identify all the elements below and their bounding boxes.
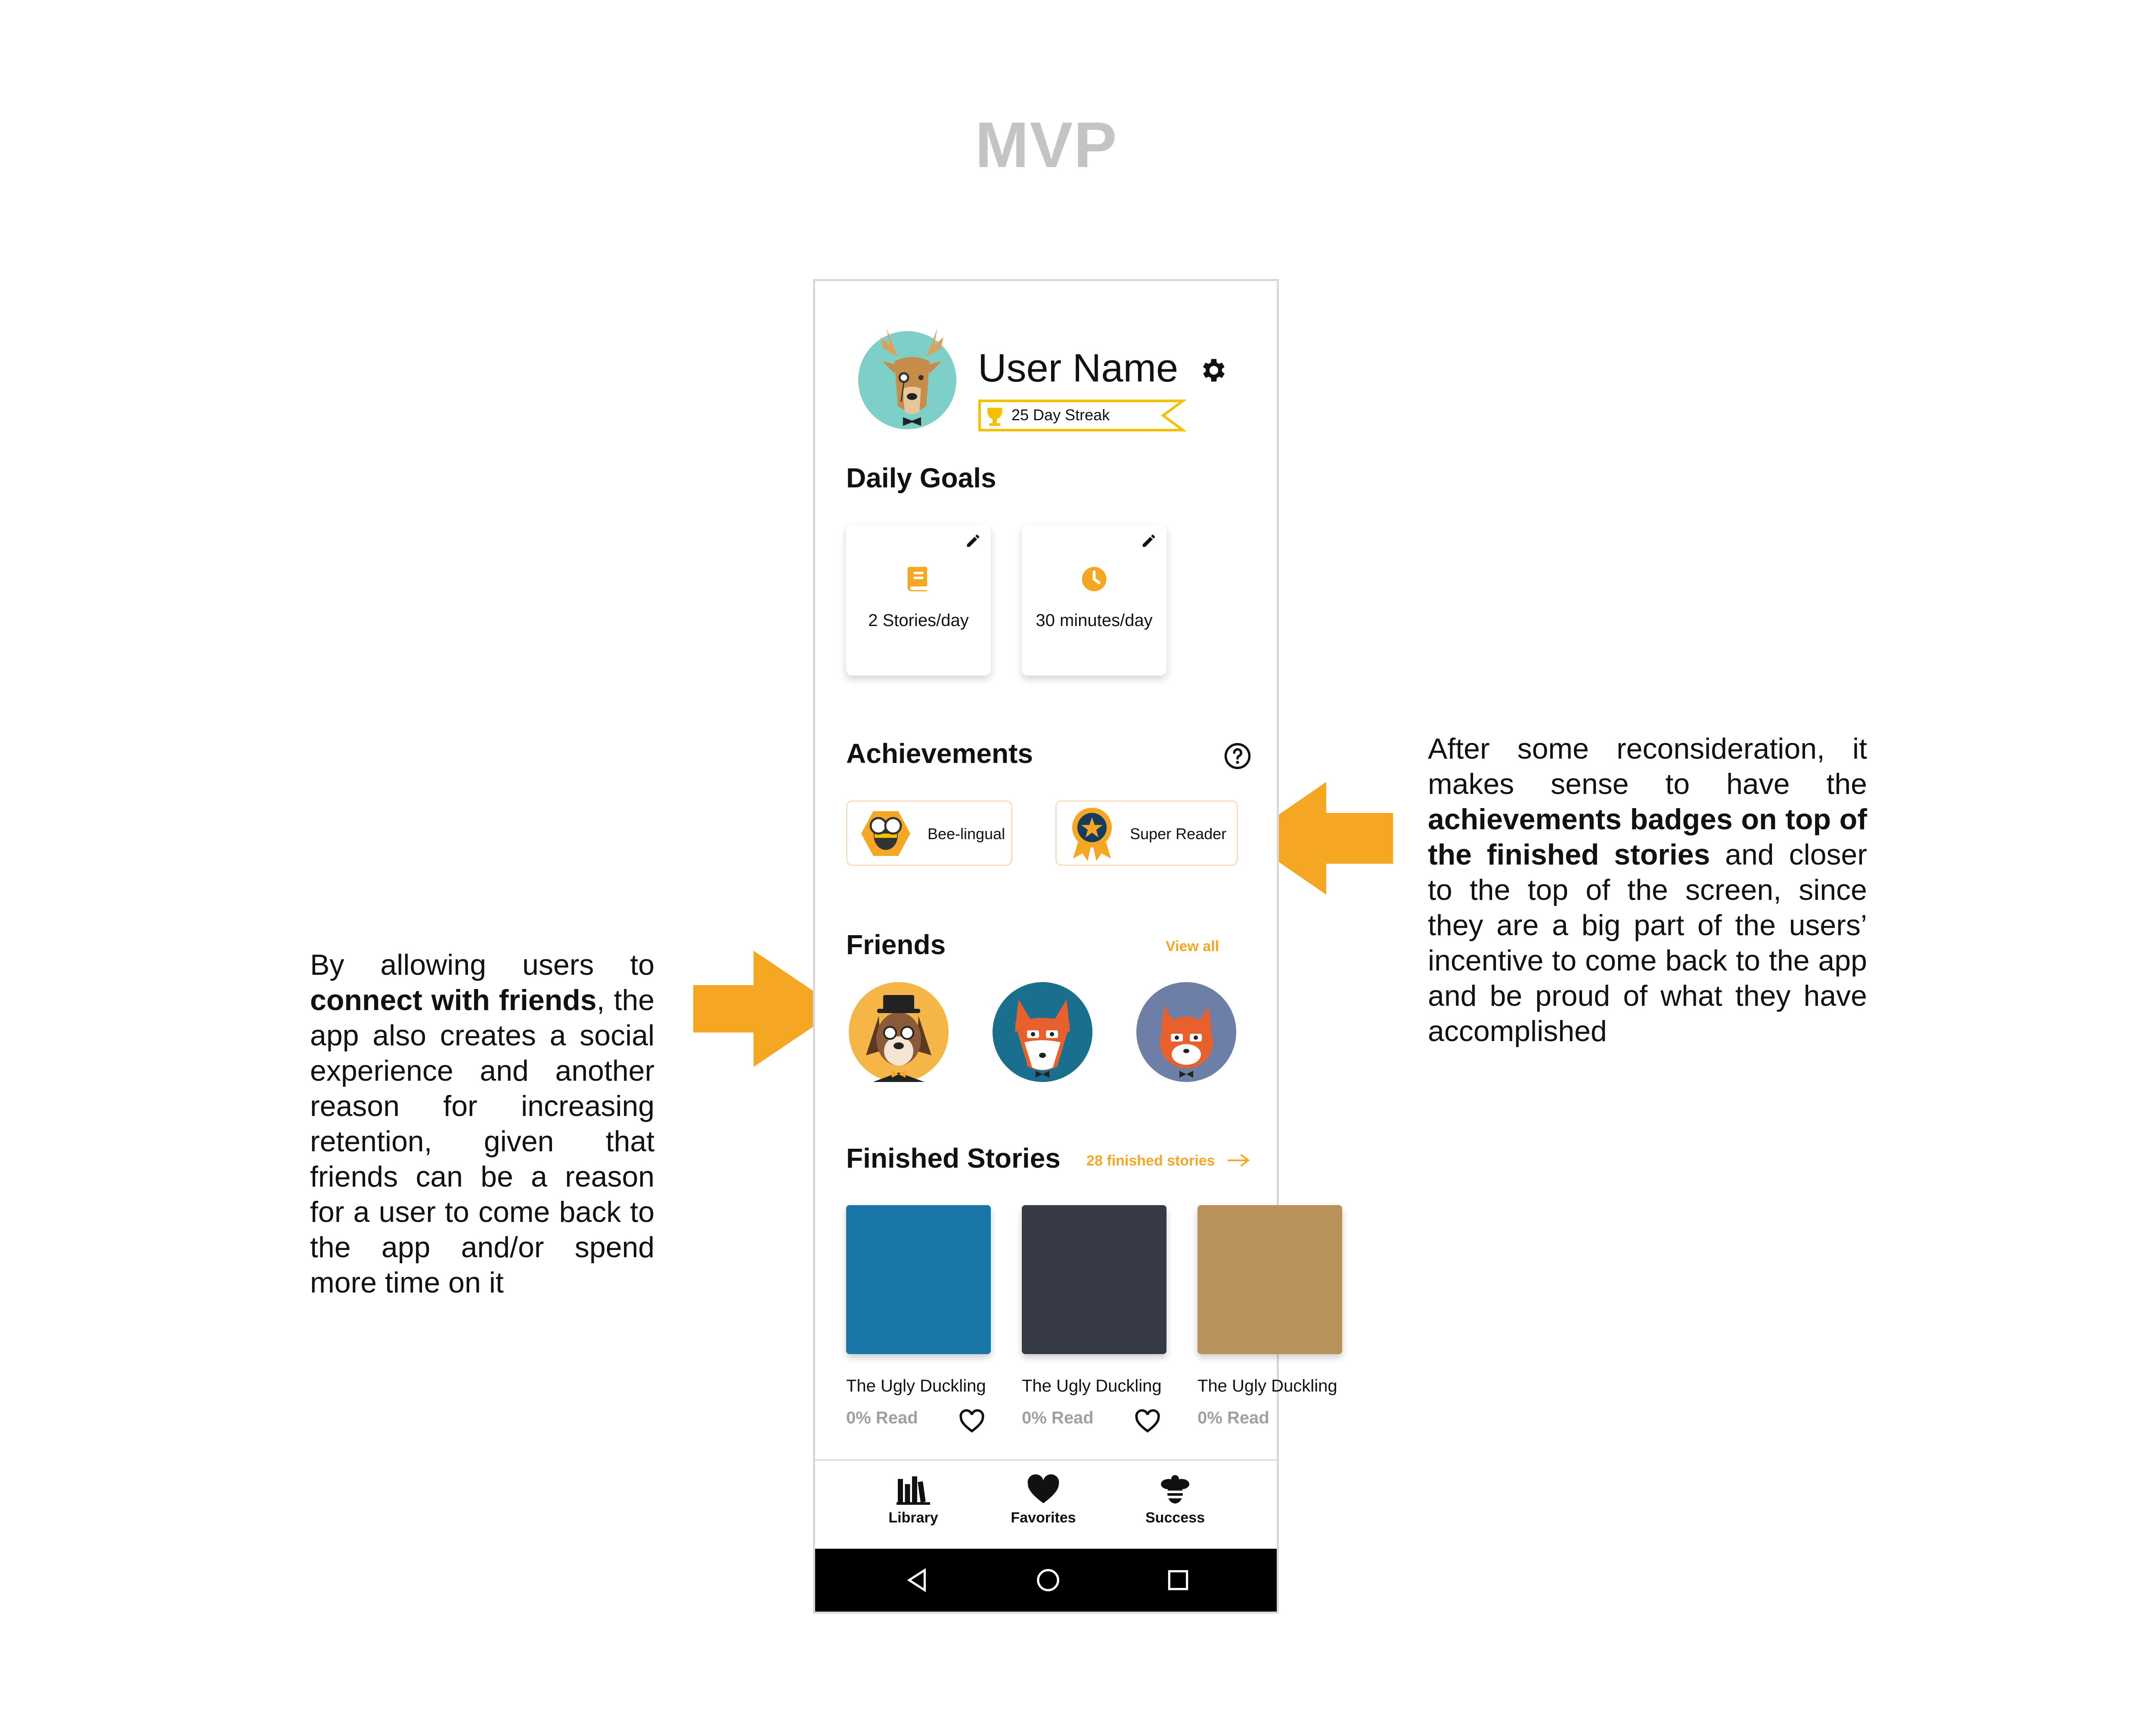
bee-badge-icon	[860, 809, 911, 858]
badge-label: Super Reader	[1130, 825, 1227, 843]
view-all-link[interactable]: View all	[1166, 938, 1219, 955]
library-icon	[897, 1474, 930, 1505]
annotation-text: By allowing users to	[310, 949, 655, 981]
story-progress: 0% Read	[846, 1408, 918, 1427]
nav-favorites[interactable]	[1005, 1474, 1082, 1526]
story-cover[interactable]	[1197, 1205, 1342, 1354]
goal-label: 30 minutes/day	[1036, 611, 1153, 630]
badge-bee-lingual[interactable]	[846, 800, 1012, 866]
annotation-achievements	[1428, 731, 1867, 1049]
annotation-friends	[310, 947, 655, 1300]
gear-icon[interactable]	[1197, 355, 1228, 385]
bee-icon	[1158, 1474, 1192, 1505]
badge-label: Bee-lingual	[928, 825, 1005, 843]
story-progress: 0% Read	[1197, 1408, 1269, 1427]
friends-title: Friends	[846, 929, 946, 960]
arrow-right-icon[interactable]	[1227, 1152, 1251, 1169]
story-cover[interactable]	[1022, 1205, 1166, 1354]
achievements-title: Achievements	[846, 738, 1033, 769]
annotation-text: , the app also creates a social experience and another reason for increasing retention, given that friends can be a reason for a user to come back to the app and/or spend more time on it	[310, 984, 655, 1299]
nav-label: Success	[1145, 1510, 1205, 1526]
dog-top-hat-avatar[interactable]	[849, 982, 949, 1082]
heart-icon	[1027, 1474, 1060, 1505]
book-icon	[904, 564, 933, 594]
help-circle-icon[interactable]	[1223, 742, 1252, 770]
heart-outline-icon[interactable]	[1134, 1409, 1161, 1433]
fox-glasses-avatar[interactable]	[993, 982, 1092, 1082]
heart-outline-icon[interactable]	[958, 1409, 986, 1433]
finished-stories-title: Finished Stories	[846, 1143, 1061, 1174]
daily-goals-title: Daily Goals	[846, 462, 996, 493]
system-nav-bar	[815, 1549, 1277, 1612]
phone-screen	[813, 279, 1337, 1614]
story-progress: 0% Read	[1022, 1408, 1094, 1427]
story-title: The Ugly Duckling	[846, 1376, 986, 1395]
recents-icon[interactable]	[1165, 1567, 1191, 1593]
finished-count-link[interactable]: 28 finished stories	[1086, 1153, 1215, 1169]
goal-card-minutes[interactable]	[1022, 525, 1166, 676]
deer-monocle-avatar	[856, 320, 968, 432]
user-name: User Name	[978, 346, 1179, 390]
goal-label: 2 Stories/day	[868, 611, 969, 630]
cat-glasses-avatar[interactable]	[1136, 982, 1236, 1082]
annotation-text: After some reconsideration, it makes sense to have the	[1428, 732, 1867, 800]
pencil-icon[interactable]	[965, 533, 981, 549]
ribbon-star-icon	[1070, 805, 1114, 862]
nav-divider	[815, 1459, 1277, 1461]
page-title: MVP	[975, 108, 1118, 181]
story-title: The Ugly Duckling	[1022, 1376, 1162, 1395]
nav-label: Favorites	[1011, 1510, 1076, 1526]
story-cover[interactable]	[846, 1205, 991, 1354]
nav-label: Library	[888, 1510, 938, 1526]
nav-success[interactable]	[1136, 1474, 1214, 1526]
pencil-icon[interactable]	[1141, 533, 1157, 549]
annotation-emphasis: connect with friends	[310, 984, 597, 1017]
back-icon[interactable]	[905, 1567, 931, 1593]
story-title: The Ugly Duckling	[1197, 1376, 1337, 1395]
badge-super-reader[interactable]	[1055, 800, 1238, 866]
annotation-text: and closer to the top of the screen, since they are a big part of the users’ incentive to come back to the app and be proud of what they have accomplished	[1428, 838, 1867, 1048]
home-icon[interactable]	[1035, 1567, 1061, 1593]
streak-label: 25 Day Streak	[1011, 406, 1110, 424]
nav-library[interactable]	[875, 1474, 952, 1526]
clock-icon	[1080, 564, 1109, 594]
annotation-emphasis: achievements badges on top of the finished stories	[1428, 803, 1867, 871]
goal-card-stories[interactable]	[846, 525, 991, 676]
